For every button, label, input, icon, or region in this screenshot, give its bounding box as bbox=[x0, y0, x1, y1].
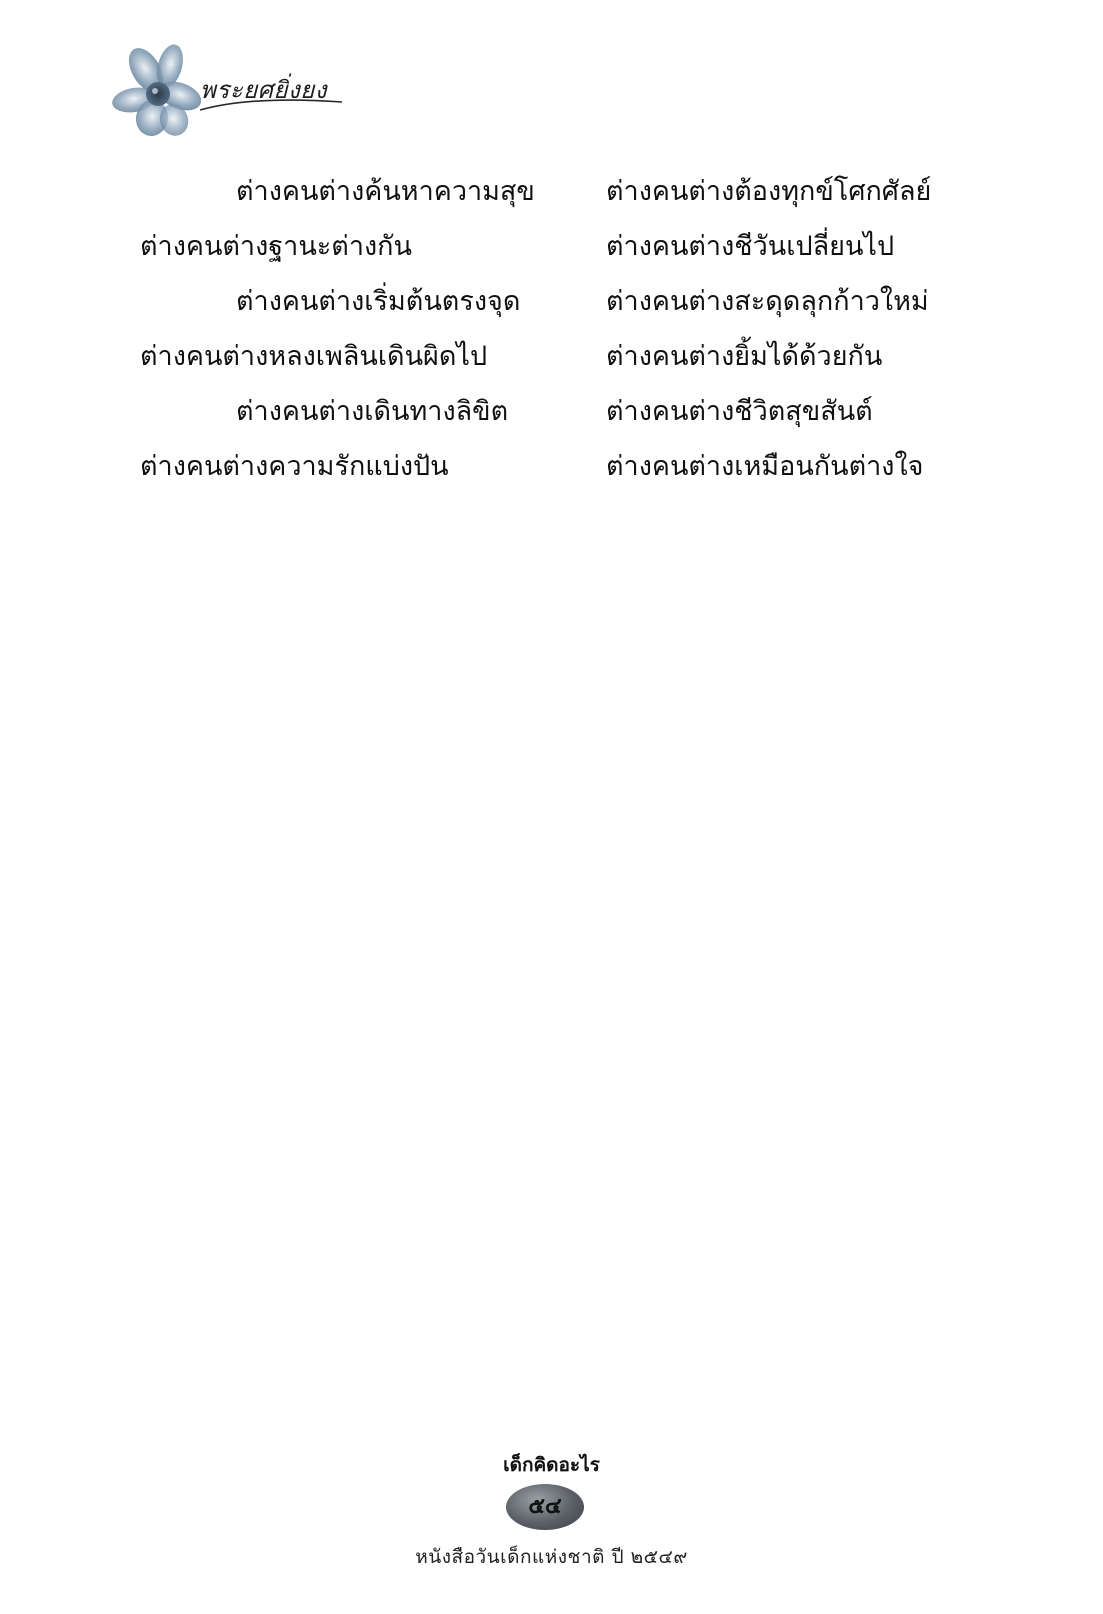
poem-line-right: ต่างคนต่างยิ้มได้ด้วยกัน bbox=[606, 341, 883, 372]
poem bbox=[0, 170, 1103, 500]
poem-line-left: ต่างคนต่างเริ่มต้นตรงจุด bbox=[236, 286, 521, 317]
poem-line bbox=[0, 170, 1103, 225]
poem-line bbox=[0, 445, 1103, 500]
poem-line-left: ต่างคนต่างฐานะต่างกัน bbox=[140, 231, 412, 262]
poem-line bbox=[0, 335, 1103, 390]
poem-line-right: ต่างคนต่างต้องทุกข์โศกศัลย์ bbox=[606, 176, 932, 207]
header-underline-swash bbox=[196, 94, 346, 114]
poem-line-right: ต่างคนต่างชีวันเปลี่ยนไป bbox=[606, 231, 895, 262]
poem-line-left: ต่างคนต่างความรักแบ่งปัน bbox=[140, 451, 449, 482]
poem-line-right: ต่างคนต่างชีวิตสุขสันต์ bbox=[606, 396, 873, 427]
poem-line bbox=[0, 390, 1103, 445]
footer-title: เด็กคิดอะไร bbox=[503, 1454, 600, 1476]
poem-line-left: ต่างคนต่างเดินทางลิขิต bbox=[236, 396, 509, 427]
poem-line-left: ต่างคนต่างหลงเพลินเดินผิดไป bbox=[140, 341, 488, 372]
poem-line-right: ต่างคนต่างเหมือนกันต่างใจ bbox=[606, 451, 924, 482]
poem-line-left: ต่างคนต่างค้นหาความสุข bbox=[236, 176, 535, 207]
page-number-badge: ๕๔ bbox=[506, 1484, 584, 1530]
poem-line bbox=[0, 225, 1103, 280]
page-header bbox=[112, 44, 372, 140]
header-title: พระยศยิ่งยง bbox=[200, 76, 327, 104]
footer-subtitle: หนังสือวันเด็กแห่งชาติ ปี ๒๕๔๙ bbox=[415, 1546, 688, 1568]
poem-line-right: ต่างคนต่างสะดุดลุกก้าวใหม่ bbox=[606, 286, 929, 317]
page-footer bbox=[0, 1450, 1103, 1600]
poem-line bbox=[0, 280, 1103, 335]
